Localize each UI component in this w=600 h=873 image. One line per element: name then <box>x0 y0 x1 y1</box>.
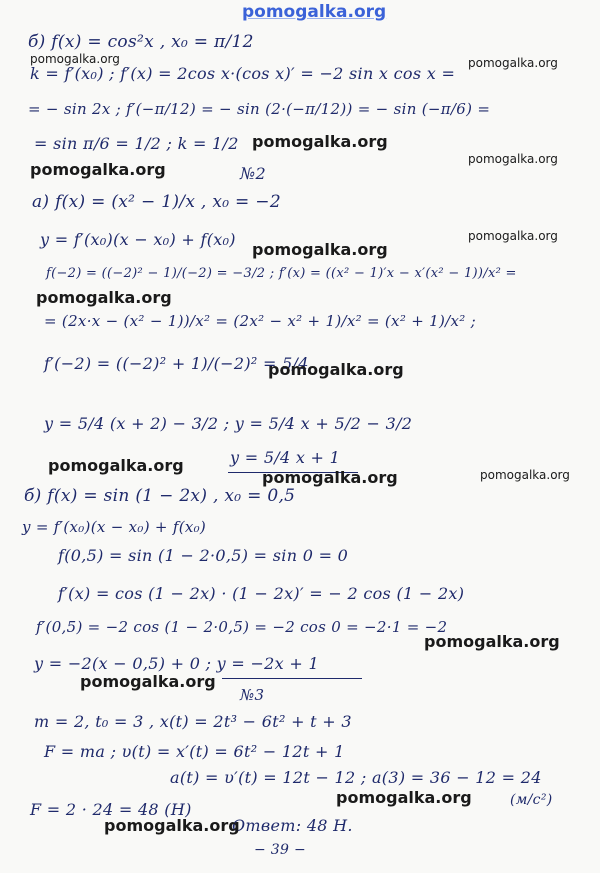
watermark-link[interactable]: pomogalka.org <box>424 632 560 651</box>
tangent-formula-b: y = f′(x₀)(x − x₀) + f(x₀) <box>22 518 207 536</box>
task-number-2: №2 <box>240 164 266 183</box>
task-number-3: №3 <box>240 686 265 704</box>
watermark-link[interactable]: pomogalka.org <box>468 229 558 243</box>
watermark-link[interactable]: pomogalka.org <box>104 816 240 835</box>
tangent-equation-b: y = −2(x − 0,5) + 0 ; y = −2x + 1 <box>34 654 319 673</box>
tangent-equation-a: y = 5/4 (x + 2) − 3/2 ; y = 5/4 x + 5/2 − 3/2 <box>44 414 413 433</box>
force-calculation: F = 2 · 24 = 48 (Н) <box>30 800 192 819</box>
derivative-at-point-b: f′(0,5) = −2 cos (1 − 2·0,5) = −2 cos 0 = −2·1 = −2 <box>36 618 448 636</box>
watermark-link[interactable]: pomogalka.org <box>252 132 388 151</box>
tangent-answer-a: y = 5/4 x + 1 <box>230 448 341 467</box>
problem-b2-statement: б) f(x) = sin (1 − 2x) , x₀ = 0,5 <box>24 486 296 506</box>
final-answer: Ответ: 48 Н. <box>232 816 353 835</box>
derivative-at-point: = − sin 2x ; f′(−π/12) = − sin (2·(−π/12)) = − sin (−π/6) = <box>28 100 491 118</box>
watermark-link[interactable]: pomogalka.org <box>30 160 166 179</box>
page-number: − 39 − <box>254 842 306 858</box>
watermark-link[interactable]: pomogalka.org <box>80 672 216 691</box>
derivative-at-minus-2: f′(−2) = ((−2)² + 1)/(−2)² = 5/4 <box>44 354 309 373</box>
motion-problem-statement: m = 2, t₀ = 3 , x(t) = 2t³ − 6t² + t + 3 <box>34 712 352 731</box>
function-value-b: f(0,5) = sin (1 − 2·0,5) = sin 0 = 0 <box>58 546 349 565</box>
answer-b-underline <box>222 678 362 679</box>
watermark-link[interactable]: pomogalka.org <box>480 468 570 482</box>
derivative-b: f′(x) = cos (1 − 2x) · (1 − 2x)′ = − 2 cos (1 − 2x) <box>58 584 465 603</box>
tangent-formula-a: y = f′(x₀)(x − x₀) + f(x₀) <box>40 230 236 249</box>
acceleration-units: (м/с²) <box>510 792 553 808</box>
watermark-link[interactable]: pomogalka.org <box>468 152 558 166</box>
watermark-link[interactable]: pomogalka.org <box>262 468 398 487</box>
watermark-link[interactable]: pomogalka.org <box>468 56 558 70</box>
slope-result: = sin π/6 = 1/2 ; k = 1/2 <box>34 134 239 153</box>
watermark-link[interactable]: pomogalka.org <box>336 788 472 807</box>
watermark-link[interactable]: pomogalka.org <box>268 360 404 379</box>
problem-b-statement: б) f(x) = cos²x , x₀ = π/12 <box>28 32 254 52</box>
watermark-link[interactable]: pomogalka.org <box>48 456 184 475</box>
watermark-link[interactable]: pomogalka.org <box>36 288 172 307</box>
derivative-simplification: = (2x·x − (x² − 1))/x² = (2x² − x² + 1)/x² = (x² + 1)/x² ; <box>44 312 476 330</box>
watermark-link[interactable]: pomogalka.org <box>252 240 388 259</box>
velocity-derivation: F = ma ; υ(t) = x′(t) = 6t² − 12t + 1 <box>44 742 345 761</box>
watermark-link[interactable]: pomogalka.org <box>30 52 120 66</box>
acceleration-derivation: a(t) = υ′(t) = 12t − 12 ; a(3) = 36 − 12 = 24 <box>170 768 542 787</box>
function-value-and-derivative: f(−2) = ((−2)² − 1)/(−2) = −3/2 ; f′(x) = ((x² − 1)′x − x′(x² − 1))/x² = <box>46 266 517 281</box>
problem-a-statement: а) f(x) = (x² − 1)/x , x₀ = −2 <box>32 192 281 212</box>
site-header[interactable]: pomogalka.org <box>242 2 387 22</box>
slope-derivation: k = f′(x₀) ; f′(x) = 2cos x·(cos x)′ = −2 sin x cos x = <box>30 64 456 83</box>
